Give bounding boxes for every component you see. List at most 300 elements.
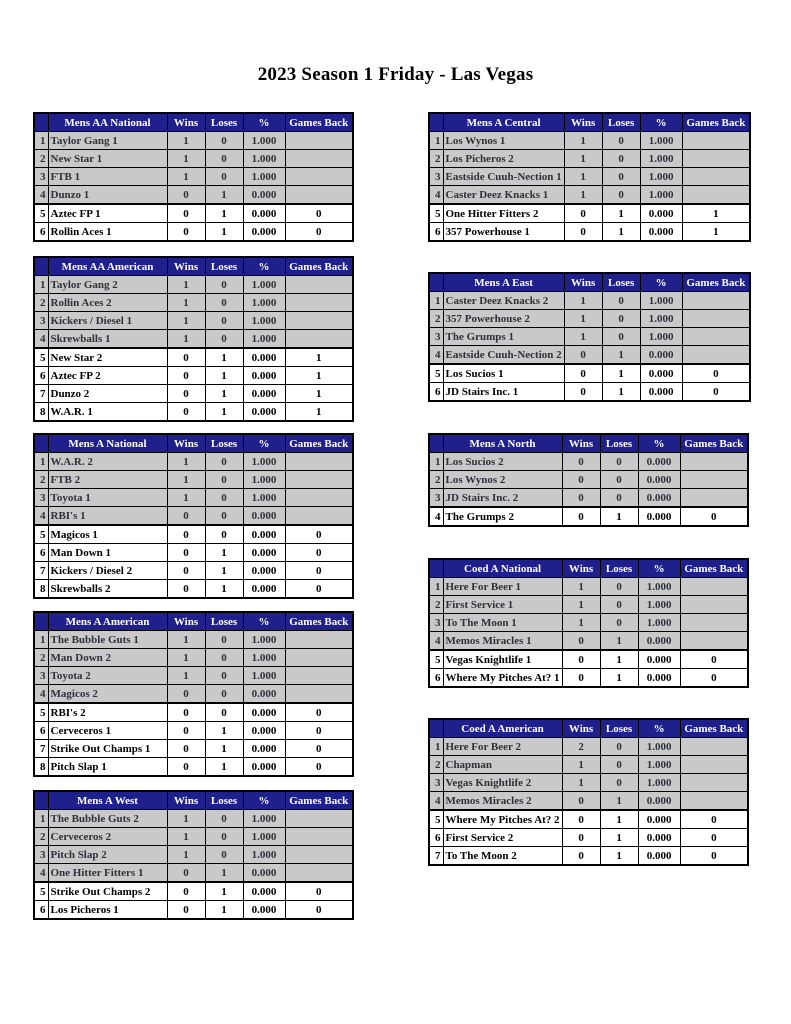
team-name: Where My Pitches At? 1 [443, 669, 562, 688]
header-row [429, 559, 748, 578]
wins-cell: 1 [564, 186, 602, 205]
team-name: Kickers / Diesel 1 [48, 312, 167, 330]
loses-cell: 0 [205, 294, 243, 312]
pct-cell: 0.000 [243, 580, 285, 599]
loses-cell: 0 [602, 168, 640, 186]
pct-cell: 0.000 [243, 525, 285, 544]
team-name: FTB 1 [48, 168, 167, 186]
column-header: Games Back [682, 113, 750, 132]
loses-cell: 0 [600, 471, 638, 489]
rank-cell: 6 [429, 383, 443, 402]
team-name: Where My Pitches At? 2 [443, 810, 562, 829]
column-header: % [243, 791, 285, 810]
games-back-cell: 0 [285, 204, 353, 223]
wins-cell: 1 [564, 168, 602, 186]
team-row [34, 348, 353, 367]
rank-cell: 5 [429, 364, 443, 383]
team-row [429, 578, 748, 596]
rank-cell: 5 [34, 204, 48, 223]
wins-cell: 0 [167, 722, 205, 740]
column-header: Loses [205, 113, 243, 132]
wins-cell: 0 [167, 758, 205, 777]
column-header: % [243, 434, 285, 453]
corner-cell [34, 113, 48, 132]
loses-cell: 1 [602, 204, 640, 223]
loses-cell: 1 [602, 383, 640, 402]
games-back-cell [285, 330, 353, 349]
corner-cell [34, 612, 48, 631]
team-row [34, 204, 353, 223]
header-row [34, 434, 353, 453]
games-back-cell: 0 [285, 580, 353, 599]
team-row [34, 507, 353, 526]
column-header: Wins [167, 791, 205, 810]
games-back-cell: 1 [285, 348, 353, 367]
team-name: Los Wynos 1 [443, 132, 564, 150]
division-title: Mens A North [443, 434, 562, 453]
wins-cell: 0 [167, 367, 205, 385]
wins-cell: 1 [167, 471, 205, 489]
loses-cell: 0 [600, 614, 638, 632]
loses-cell: 1 [600, 829, 638, 847]
wins-cell: 0 [564, 346, 602, 365]
pct-cell: 1.000 [243, 846, 285, 864]
division-title: Mens A West [48, 791, 167, 810]
team-name: Here For Beer 2 [443, 738, 562, 756]
rank-cell: 4 [429, 507, 443, 526]
games-back-cell: 1 [285, 367, 353, 385]
games-back-cell [682, 346, 750, 365]
rank-cell: 2 [429, 310, 443, 328]
loses-cell: 1 [602, 346, 640, 365]
wins-cell: 0 [167, 204, 205, 223]
rank-cell: 6 [34, 722, 48, 740]
wins-cell: 1 [564, 310, 602, 328]
column-header: Games Back [285, 791, 353, 810]
games-back-cell [680, 792, 748, 811]
loses-cell: 0 [600, 453, 638, 471]
team-name: Toyota 1 [48, 489, 167, 507]
header-row [34, 791, 353, 810]
wins-cell: 1 [167, 846, 205, 864]
games-back-cell [680, 756, 748, 774]
team-row [429, 738, 748, 756]
games-back-cell [285, 453, 353, 471]
pct-cell: 1.000 [243, 294, 285, 312]
header-row [34, 257, 353, 276]
rank-cell: 4 [34, 864, 48, 883]
games-back-cell [285, 471, 353, 489]
pct-cell: 1.000 [638, 578, 680, 596]
loses-cell: 1 [600, 847, 638, 866]
loses-cell: 1 [205, 186, 243, 205]
team-row [34, 186, 353, 205]
team-row [34, 828, 353, 846]
team-name: Taylor Gang 1 [48, 132, 167, 150]
wins-cell: 1 [167, 453, 205, 471]
rank-cell: 3 [34, 312, 48, 330]
team-name: Cerveceros 2 [48, 828, 167, 846]
pct-cell: 0.000 [640, 204, 682, 223]
pct-cell: 1.000 [640, 310, 682, 328]
pct-cell: 0.000 [638, 453, 680, 471]
games-back-cell: 1 [682, 204, 750, 223]
pct-cell: 0.000 [638, 829, 680, 847]
team-name: Strike Out Champs 1 [48, 740, 167, 758]
loses-cell: 1 [205, 348, 243, 367]
loses-cell: 0 [602, 328, 640, 346]
pct-cell: 0.000 [243, 507, 285, 526]
pct-cell: 0.000 [243, 223, 285, 242]
rank-cell: 4 [34, 507, 48, 526]
team-row [429, 132, 750, 150]
loses-cell: 1 [205, 544, 243, 562]
team-row [34, 722, 353, 740]
pct-cell: 1.000 [243, 810, 285, 828]
rank-cell: 2 [34, 649, 48, 667]
team-name: JD Stairs Inc. 2 [443, 489, 562, 508]
pct-cell: 0.000 [243, 562, 285, 580]
team-row [429, 383, 750, 402]
games-back-cell [285, 667, 353, 685]
team-row [429, 453, 748, 471]
games-back-cell [285, 649, 353, 667]
header-row [34, 113, 353, 132]
column-header: Games Back [680, 434, 748, 453]
rank-cell: 5 [34, 882, 48, 901]
team-row [429, 810, 748, 829]
team-name: Pitch Slap 1 [48, 758, 167, 777]
wins-cell: 0 [167, 703, 205, 722]
team-name: The Bubble Guts 1 [48, 631, 167, 649]
standings-table-mens-a-national [33, 433, 354, 599]
team-row [34, 168, 353, 186]
games-back-cell: 0 [285, 722, 353, 740]
team-name: Magicos 1 [48, 525, 167, 544]
column-header: Wins [564, 273, 602, 292]
team-name: Kickers / Diesel 2 [48, 562, 167, 580]
rank-cell: 3 [34, 168, 48, 186]
division-title: Mens A East [443, 273, 564, 292]
wins-cell: 0 [167, 525, 205, 544]
pct-cell: 0.000 [640, 364, 682, 383]
games-back-cell: 1 [285, 403, 353, 422]
games-back-cell: 0 [285, 740, 353, 758]
pct-cell: 1.000 [243, 631, 285, 649]
wins-cell: 0 [562, 507, 600, 526]
team-name: W.A.R. 2 [48, 453, 167, 471]
rank-cell: 6 [429, 829, 443, 847]
pct-cell: 1.000 [243, 471, 285, 489]
team-row [429, 328, 750, 346]
games-back-cell [285, 132, 353, 150]
team-row [34, 276, 353, 294]
wins-cell: 1 [167, 667, 205, 685]
loses-cell: 0 [205, 489, 243, 507]
team-row [429, 632, 748, 651]
games-back-cell: 0 [285, 562, 353, 580]
team-row [34, 471, 353, 489]
wins-cell: 1 [167, 150, 205, 168]
pct-cell: 0.000 [243, 544, 285, 562]
team-name: Memos Miracles 1 [443, 632, 562, 651]
wins-cell: 0 [167, 740, 205, 758]
games-back-cell: 0 [680, 829, 748, 847]
pct-cell: 0.000 [640, 223, 682, 242]
loses-cell: 1 [205, 385, 243, 403]
pct-cell: 0.000 [243, 204, 285, 223]
column-header: Games Back [285, 612, 353, 631]
pct-cell: 0.000 [243, 703, 285, 722]
team-name: Chapman [443, 756, 562, 774]
corner-cell [429, 434, 443, 453]
wins-cell: 0 [564, 383, 602, 402]
team-row [34, 580, 353, 599]
rank-cell: 4 [34, 685, 48, 704]
pct-cell: 0.000 [638, 507, 680, 526]
header-row [429, 113, 750, 132]
loses-cell: 1 [602, 364, 640, 383]
wins-cell: 1 [167, 649, 205, 667]
team-row [429, 292, 750, 310]
loses-cell: 0 [205, 132, 243, 150]
pct-cell: 0.000 [243, 685, 285, 704]
team-row [429, 168, 750, 186]
division-title: Mens AA National [48, 113, 167, 132]
standings-table-mens-a-east [428, 272, 751, 402]
loses-cell: 0 [205, 685, 243, 704]
games-back-cell: 0 [285, 758, 353, 777]
loses-cell: 0 [205, 312, 243, 330]
team-name: Vegas Knightlife 1 [443, 650, 562, 669]
team-name: Man Down 1 [48, 544, 167, 562]
rank-cell: 3 [429, 774, 443, 792]
team-row [429, 614, 748, 632]
games-back-cell [680, 489, 748, 508]
games-back-cell: 0 [680, 650, 748, 669]
loses-cell: 0 [205, 471, 243, 489]
games-back-cell: 0 [285, 901, 353, 920]
pct-cell: 0.000 [243, 348, 285, 367]
games-back-cell: 1 [682, 223, 750, 242]
team-row [34, 631, 353, 649]
wins-cell: 0 [167, 685, 205, 704]
corner-cell [429, 719, 443, 738]
rank-cell: 6 [429, 223, 443, 242]
pct-cell: 0.000 [638, 792, 680, 811]
standings-table-mens-a-american [33, 611, 354, 777]
games-back-cell: 0 [285, 223, 353, 242]
rank-cell: 6 [34, 367, 48, 385]
team-row [34, 810, 353, 828]
wins-cell: 1 [564, 150, 602, 168]
games-back-cell: 0 [682, 383, 750, 402]
pct-cell: 0.000 [243, 901, 285, 920]
pct-cell: 0.000 [638, 669, 680, 688]
games-back-cell [682, 310, 750, 328]
team-row [429, 829, 748, 847]
team-name: 357 Powerhouse 2 [443, 310, 564, 328]
loses-cell: 1 [600, 632, 638, 651]
wins-cell: 0 [167, 580, 205, 599]
column-header: Loses [205, 257, 243, 276]
pct-cell: 1.000 [243, 276, 285, 294]
column-header: % [243, 612, 285, 631]
header-row [429, 719, 748, 738]
games-back-cell [285, 685, 353, 704]
team-row [34, 525, 353, 544]
loses-cell: 0 [602, 292, 640, 310]
team-name: Los Sucios 1 [443, 364, 564, 383]
team-row [429, 756, 748, 774]
team-row [429, 310, 750, 328]
rank-cell: 1 [34, 810, 48, 828]
wins-cell: 1 [167, 294, 205, 312]
column-header: % [638, 434, 680, 453]
games-back-cell [682, 186, 750, 205]
wins-cell: 1 [167, 330, 205, 349]
column-header: Loses [600, 559, 638, 578]
wins-cell: 1 [562, 756, 600, 774]
rank-cell: 7 [34, 740, 48, 758]
loses-cell: 1 [205, 562, 243, 580]
column-header: Games Back [285, 257, 353, 276]
games-back-cell [682, 132, 750, 150]
loses-cell: 0 [600, 489, 638, 508]
wins-cell: 0 [562, 489, 600, 508]
games-back-cell [285, 276, 353, 294]
team-row [34, 223, 353, 242]
wins-cell: 0 [167, 385, 205, 403]
rank-cell: 3 [34, 667, 48, 685]
rank-cell: 5 [429, 204, 443, 223]
team-row [34, 150, 353, 168]
wins-cell: 0 [564, 364, 602, 383]
games-back-cell [285, 294, 353, 312]
pct-cell: 1.000 [638, 614, 680, 632]
column-header: Wins [167, 434, 205, 453]
rank-cell: 5 [429, 650, 443, 669]
column-header: % [640, 273, 682, 292]
wins-cell: 0 [562, 453, 600, 471]
games-back-cell: 1 [285, 385, 353, 403]
pct-cell: 0.000 [243, 740, 285, 758]
rank-cell: 3 [429, 168, 443, 186]
pct-cell: 0.000 [638, 471, 680, 489]
games-back-cell [680, 614, 748, 632]
standings-table-mens-a-west [33, 790, 354, 920]
loses-cell: 0 [205, 828, 243, 846]
team-row [429, 223, 750, 242]
column-header: Loses [602, 113, 640, 132]
rank-cell: 2 [429, 756, 443, 774]
rank-cell: 6 [34, 223, 48, 242]
games-back-cell [285, 150, 353, 168]
pct-cell: 1.000 [243, 489, 285, 507]
loses-cell: 1 [205, 367, 243, 385]
wins-cell: 1 [167, 276, 205, 294]
loses-cell: 1 [205, 204, 243, 223]
pct-cell: 1.000 [638, 774, 680, 792]
column-header: Loses [205, 791, 243, 810]
team-row [429, 847, 748, 866]
wins-cell: 0 [167, 186, 205, 205]
loses-cell: 0 [600, 578, 638, 596]
team-row [429, 489, 748, 508]
team-name: One Hitter Fitters 2 [443, 204, 564, 223]
wins-cell: 0 [562, 847, 600, 866]
rank-cell: 6 [429, 669, 443, 688]
pct-cell: 0.000 [638, 632, 680, 651]
standings-table-mens-aa-national [33, 112, 354, 242]
games-back-cell [285, 846, 353, 864]
loses-cell: 0 [205, 525, 243, 544]
corner-cell [429, 559, 443, 578]
games-back-cell [285, 828, 353, 846]
pct-cell: 0.000 [638, 489, 680, 508]
team-row [34, 367, 353, 385]
team-name: Here For Beer 1 [443, 578, 562, 596]
pct-cell: 0.000 [243, 758, 285, 777]
rank-cell: 2 [34, 828, 48, 846]
rank-cell: 7 [34, 385, 48, 403]
loses-cell: 1 [600, 650, 638, 669]
rank-cell: 2 [34, 294, 48, 312]
games-back-cell: 0 [285, 544, 353, 562]
rank-cell: 1 [34, 631, 48, 649]
wins-cell: 1 [562, 614, 600, 632]
rank-cell: 6 [34, 901, 48, 920]
loses-cell: 0 [205, 810, 243, 828]
division-title: Coed A American [443, 719, 562, 738]
loses-cell: 0 [205, 168, 243, 186]
pct-cell: 0.000 [640, 346, 682, 365]
wins-cell: 0 [167, 864, 205, 883]
pct-cell: 0.000 [243, 722, 285, 740]
pct-cell: 0.000 [638, 650, 680, 669]
loses-cell: 0 [205, 150, 243, 168]
team-row [429, 204, 750, 223]
pct-cell: 0.000 [243, 864, 285, 883]
loses-cell: 0 [205, 703, 243, 722]
division-title: Mens A National [48, 434, 167, 453]
division-title: Mens A Central [443, 113, 564, 132]
pct-cell: 1.000 [243, 312, 285, 330]
wins-cell: 1 [562, 774, 600, 792]
page-title: 2023 Season 1 Friday - Las Vegas [257, 64, 534, 85]
loses-cell: 0 [205, 507, 243, 526]
games-back-cell: 0 [680, 507, 748, 526]
team-name: Los Picheros 1 [48, 901, 167, 920]
games-back-cell [680, 738, 748, 756]
team-name: RBI's 1 [48, 507, 167, 526]
wins-cell: 1 [167, 489, 205, 507]
pct-cell: 0.000 [243, 403, 285, 422]
team-row [429, 669, 748, 688]
loses-cell: 1 [602, 223, 640, 242]
wins-cell: 0 [167, 403, 205, 422]
team-name: RBI's 2 [48, 703, 167, 722]
loses-cell: 0 [205, 276, 243, 294]
team-name: New Star 1 [48, 150, 167, 168]
team-row [429, 650, 748, 669]
pct-cell: 1.000 [243, 132, 285, 150]
header-row [34, 612, 353, 631]
column-header: Wins [564, 113, 602, 132]
team-row [34, 330, 353, 349]
pct-cell: 1.000 [243, 828, 285, 846]
corner-cell [34, 434, 48, 453]
